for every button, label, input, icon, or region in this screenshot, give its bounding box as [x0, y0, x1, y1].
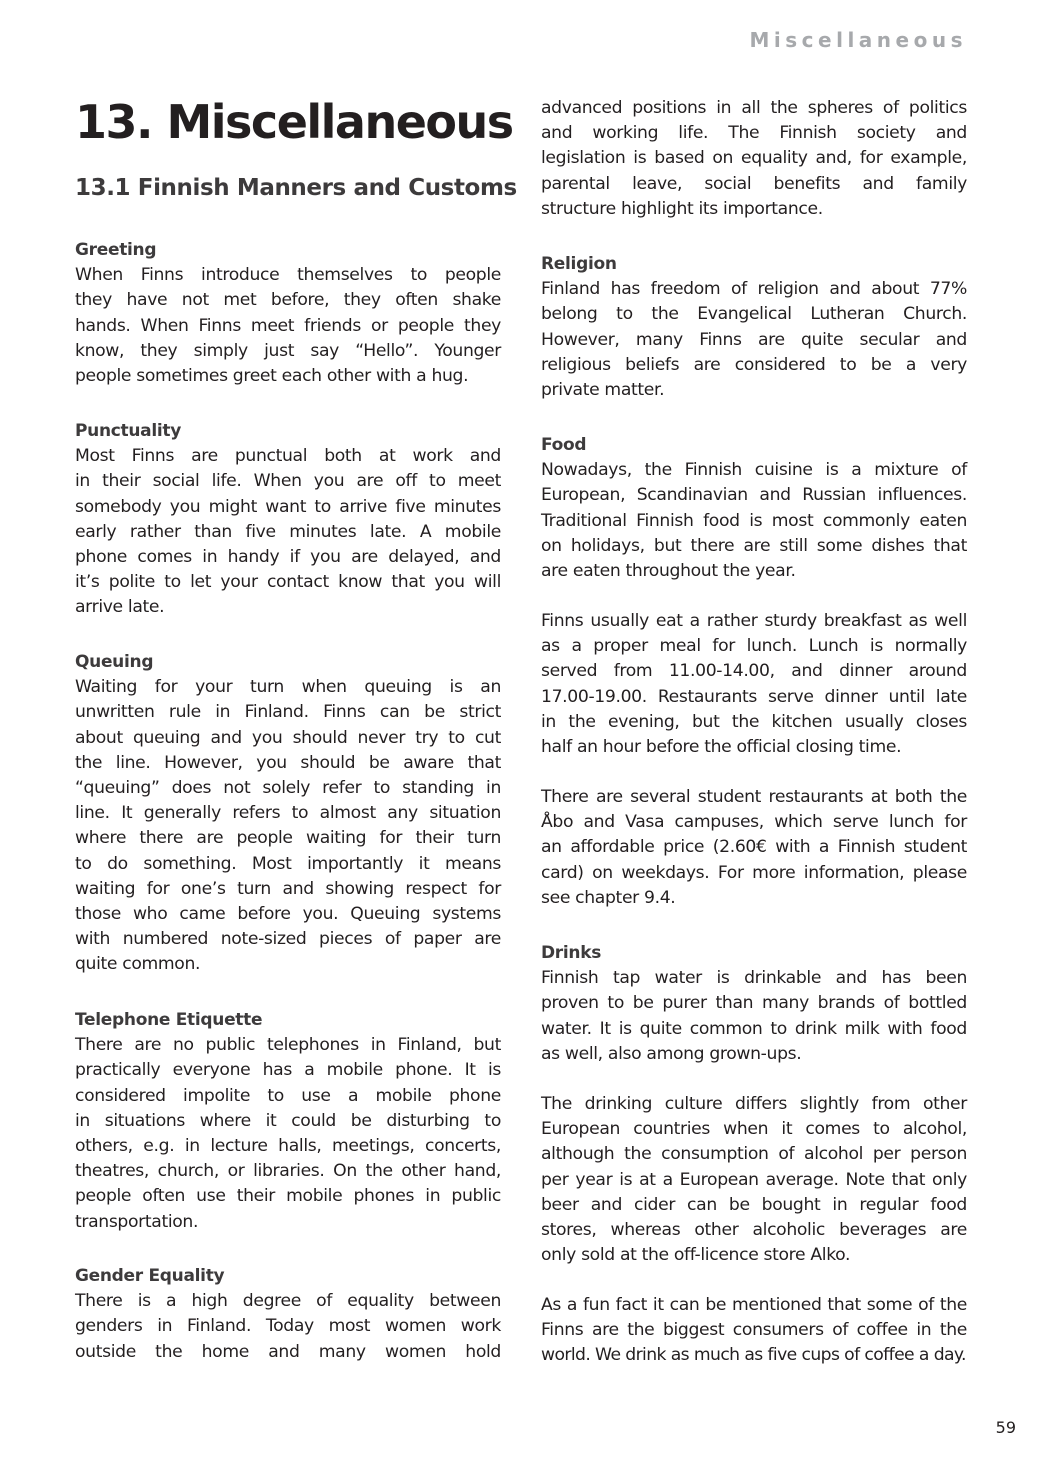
text-line: in the evening, but the kitchen usually closes	[541, 711, 967, 732]
text-line: legislation is based on equality and, for example,	[541, 148, 967, 169]
drinks-paragraph-coffee	[541, 1293, 967, 1369]
text-line: served from 11.00-14.00, and dinner around	[541, 661, 967, 682]
text-line: people often use their mobile phones in public	[75, 1186, 501, 1207]
text-line: where there are people waiting for their turn	[75, 828, 501, 849]
text-line: There are several student restaurants at both the	[541, 787, 967, 807]
text-line: 17.00-19.00. Restaurants serve dinner until late	[541, 686, 967, 707]
text-line: only sold at the off-licence store Alko.	[541, 1245, 851, 1266]
text-line: people sometimes greet each other with a hug.	[75, 365, 469, 386]
text-line: unwritten rule in Finland. Finns can be strict	[75, 702, 501, 723]
punctuality-heading: Punctuality	[75, 421, 182, 441]
text-line: religious beliefs are considered to be a very	[541, 354, 967, 375]
text-line: beer and cider can be bought in regular food	[541, 1194, 967, 1215]
text-line: Most Finns are punctual both at work and	[75, 446, 501, 467]
text-line: Nowadays, the Finnish cuisine is a mixture of	[541, 460, 967, 481]
religion-section	[541, 252, 967, 403]
text-line: those who came before you. Queuing systems	[75, 903, 501, 924]
text-line: However, many Finns are quite secular and	[541, 329, 967, 350]
text-line: hands. When Finns meet friends or people they	[75, 315, 501, 336]
text-line: are eaten throughout the year.	[541, 560, 796, 581]
text-line: practically everyone has a mobile phone. It is	[75, 1060, 501, 1081]
text-line: early rather than five minutes late. A mobile	[75, 521, 501, 542]
drinks-section	[541, 941, 967, 1067]
text-line: and working life. The Finnish society and	[541, 123, 967, 144]
text-line: as a proper meal for lunch. Lunch is normally	[541, 636, 967, 657]
text-line: arrive late.	[75, 597, 165, 618]
food-paragraph-meals	[541, 609, 967, 760]
text-line: European, Scandinavian and Russian influences.	[541, 485, 967, 506]
text-line: When Finns introduce themselves to people	[75, 265, 501, 286]
text-line: Finns usually eat a rather sturdy breakfast as well	[541, 611, 967, 631]
text-line: in situations where it could be disturbing to	[75, 1110, 501, 1131]
drinks-paragraph-alcohol	[541, 1092, 967, 1268]
text-line: proven to be purer than many brands of bottled	[541, 993, 967, 1014]
text-line: genders in Finland. Today most women work	[75, 1316, 501, 1337]
queuing-heading: Queuing	[75, 652, 154, 672]
text-line: water. It is quite common to drink milk with food	[541, 1018, 967, 1039]
text-line: it’s polite to let your contact know that you will	[75, 572, 501, 593]
text-line: Finnish tap water is drinkable and has been	[541, 968, 967, 989]
text-line: know, they simply just say “Hello”. Younger	[75, 340, 501, 361]
food-heading: Food	[541, 435, 587, 455]
chapter-title: 13. Miscellaneous	[75, 95, 513, 149]
text-line: private matter.	[541, 379, 665, 400]
drinks-heading: Drinks	[541, 943, 602, 963]
text-line: As a fun fact it can be mentioned that some of the	[541, 1295, 967, 1315]
text-line: line. It generally refers to almost any situation	[75, 803, 501, 824]
text-line: world. We drink as much as five cups of coffee a day.	[541, 1345, 966, 1366]
text-line: Finland has freedom of religion and about 77%	[541, 279, 967, 300]
text-line: parental leave, social benefits and family	[541, 173, 967, 194]
text-line: per year is at a European average. Note that only	[541, 1169, 967, 1190]
text-line: card) on weekdays. For more information, please	[541, 862, 967, 883]
text-line: they have not met before, they often shake	[75, 290, 501, 311]
food-paragraph-restaurants	[541, 785, 967, 911]
text-line: quite common.	[75, 954, 201, 975]
gender-equality-continued	[541, 96, 967, 222]
text-line: The drinking culture differs slightly from other	[541, 1094, 967, 1114]
text-line: considered impolite to use a mobile phone	[75, 1085, 501, 1106]
greeting-section	[75, 238, 501, 389]
text-line: Finns are the biggest consumers of coffee in the	[541, 1320, 967, 1341]
text-line: Waiting for your turn when queuing is an	[75, 677, 501, 698]
text-line: transportation.	[75, 1211, 199, 1232]
page-number: 59	[995, 1418, 1016, 1437]
punctuality-section	[75, 419, 501, 621]
text-line: advanced positions in all the spheres of politics	[541, 98, 967, 118]
food-section	[541, 433, 967, 584]
text-line: European countries when it comes to alcohol,	[541, 1119, 967, 1140]
gender-equality-section	[75, 1264, 501, 1365]
text-line: on holidays, but there are still some dishes that	[541, 535, 967, 556]
section-title: 13.1 Finnish Manners and Customs	[75, 175, 517, 201]
text-line: theatres, church, or libraries. On the other hand,	[75, 1161, 501, 1182]
text-line: with numbered note-sized pieces of paper are	[75, 929, 501, 950]
text-line: “queuing” does not solely refer to standing in	[75, 777, 501, 798]
telephone-etiquette-heading: Telephone Etiquette	[75, 1010, 263, 1030]
greeting-heading: Greeting	[75, 240, 157, 260]
text-line: Traditional Finnish food is most commonly eaten	[541, 510, 967, 531]
text-line: somebody you might want to arrive five minutes	[75, 496, 501, 517]
running-head: Miscellaneous	[749, 28, 967, 52]
text-line: stores, whereas other alcoholic beverages are	[541, 1219, 967, 1240]
text-line: others, e.g. in lecture halls, meetings, concerts,	[75, 1135, 501, 1156]
text-line: outside the home and many women hold	[75, 1341, 501, 1362]
text-line: in their social life. When you are off to meet	[75, 471, 501, 492]
text-line: phone comes in handy if you are delayed, and	[75, 546, 501, 567]
text-line: the line. However, you should be aware that	[75, 752, 501, 773]
queuing-section	[75, 650, 501, 977]
gender-equality-heading: Gender Equality	[75, 1266, 225, 1286]
text-line: belong to the Evangelical Lutheran Church.	[541, 304, 967, 325]
text-line: structure highlight its importance.	[541, 198, 823, 219]
text-line: an affordable price (2.60€ with a Finnish student	[541, 837, 967, 858]
telephone-etiquette-section	[75, 1008, 501, 1235]
text-line: half an hour before the official closing time.	[541, 736, 902, 757]
text-line: about queuing and you should never try to cut	[75, 727, 501, 748]
text-line: as well, also among grown-ups.	[541, 1043, 802, 1064]
text-line: There is a high degree of equality between	[75, 1291, 501, 1312]
religion-heading: Religion	[541, 254, 617, 274]
text-line: see chapter 9.4.	[541, 887, 676, 908]
text-line: Åbo and Vasa campuses, which serve lunch for	[541, 812, 967, 833]
text-line: waiting for one’s turn and showing respect for	[75, 878, 501, 899]
text-line: to do something. Most importantly it means	[75, 853, 501, 874]
text-line: although the consumption of alcohol per person	[541, 1144, 967, 1165]
text-line: There are no public telephones in Finland, but	[75, 1035, 501, 1056]
